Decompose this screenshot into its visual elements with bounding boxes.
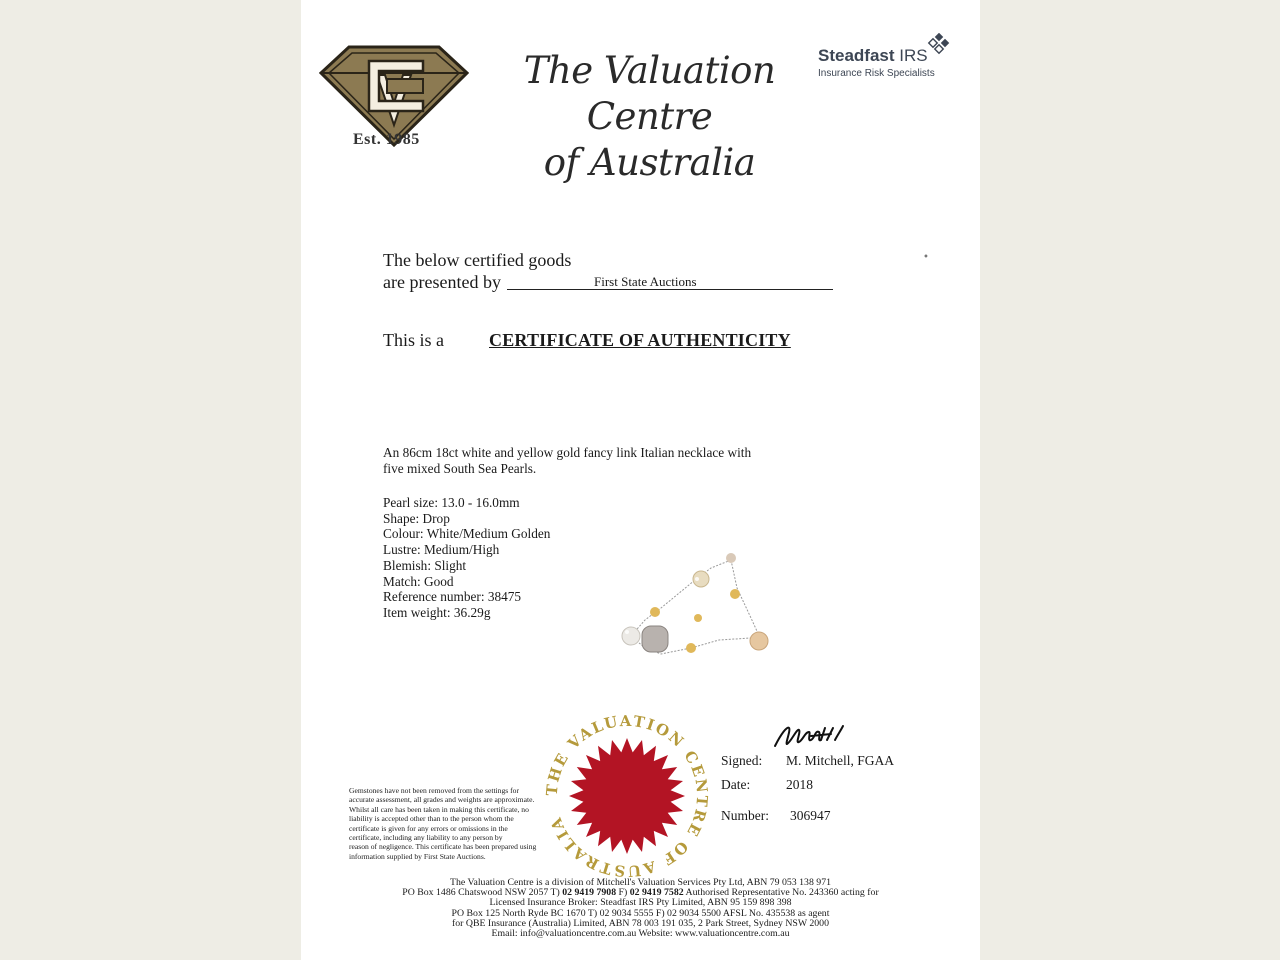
item-description [383,445,783,477]
signed-value: M. Mitchell, FGAA [786,753,894,768]
footer-line-4: PO Box 125 North Ryde BC 1670 T) 02 9034 5555 F) 02 9034 5500 AFSL No. 435538 as agent [451,907,830,919]
footer-line-3: Licensed Insurance Broker: Steadfast IRS Pty Limited, ABN 95 159 898 398 [489,897,792,909]
spec-pearl-size: Pearl size: 13.0 - 16.0mm [383,495,520,510]
number-label: Number: [721,808,769,823]
item-description-line-1: An 86cm 18ct white and yellow gold fancy link Italian necklace with [383,445,752,460]
disclaimer-line: reason of negligence. This certificate has been prepared using [349,842,537,852]
partner-logo-text [818,46,928,66]
brand-title [477,48,822,186]
paper-speck: • [923,252,929,263]
spec-shape: Shape: Drop [383,510,450,526]
disclaimer-line: Gemstones have not been removed from the settings for [349,786,519,795]
steadfast-diamond-icon [927,33,951,57]
disclaimer-line: certificate is given for any errors or omissions in the [349,823,508,833]
date-value: 2018 [786,777,813,792]
date-label: Date: [721,777,751,792]
disclaimer-text [349,786,559,861]
footer-text: F) [616,887,630,899]
valuation-centre-seal-icon [543,712,711,880]
disclaimer-line: liability is accepted other than to the person whom the [349,814,514,824]
footer-fax: 02 9419 7582 [629,887,684,899]
seal-ring-text: THE VALUATION CENTRE OF AUSTRALIA [543,712,711,880]
spec-colour: Colour: White/Medium Golden [383,526,551,542]
presented-by-text [383,249,571,293]
disclaimer-line: certificate, including any liability to any person by [349,833,503,843]
footer-company-details [301,878,980,939]
footer-phone: 02 9419 7908 [562,887,617,899]
presented-line-2: are presented by [383,272,501,292]
partner-name-bold: Steadfast [818,46,895,65]
item-specs [383,495,550,621]
brand-title-line-1: The Valuation Centre [523,49,776,138]
certificate-prefix: This is a [383,330,444,350]
spec-reference-number: Reference number: 38475 [383,589,522,605]
footer-text: Authorised Representative No. 243360 acting for [683,887,879,899]
certificate-title: CERTIFICATE OF AUTHENTICITY [489,330,791,350]
footer-text: PO Box 1486 Chatswood NSW 2057 T) [402,887,563,899]
partner-name-light: IRS [894,46,928,65]
footer-line-5: for QBE Insurance (Australia) Limited, ABN 78 003 191 035, 2 Park Street, Sydney NSW 2000 [452,917,829,929]
footer-line-6: Email: info@valuationcentre.com.au Website: www.valuationcentre.com.au [491,928,790,940]
signature-icon [771,722,861,750]
established-year: Est. 1985 [353,131,420,148]
spec-item-weight: Item weight: 36.29g [383,604,491,620]
disclaimer-line: Whilst all care has been taken in making this certificate, no [349,804,529,814]
spec-match: Match: Good [383,573,454,589]
certificate-number: 306947 [790,808,831,823]
spec-lustre: Lustre: Medium/High [383,542,500,558]
presenter-name: First State Auctions [594,274,697,289]
necklace-photo [601,548,781,688]
presented-line-1: The below certified goods [383,250,572,270]
spec-blemish: Blemish: Slight [383,557,467,573]
certificate-page [301,0,980,960]
footer-line-1: The Valuation Centre is a division of Mitchell's Valuation Services Pty Ltd, ABN 79 053 138 971 [450,877,831,888]
disclaimer-line: accurate assessment, all grades and weights are approximate. [349,795,535,805]
partner-tagline: Insurance Risk Specialists [818,68,935,79]
signed-label: Signed: [721,753,763,768]
brand-title-line-2: of Australia [543,141,756,184]
item-description-line-2: five mixed South Sea Pearls. [383,461,537,476]
disclaimer-line: information supplied by First State Auctions. [349,851,486,861]
